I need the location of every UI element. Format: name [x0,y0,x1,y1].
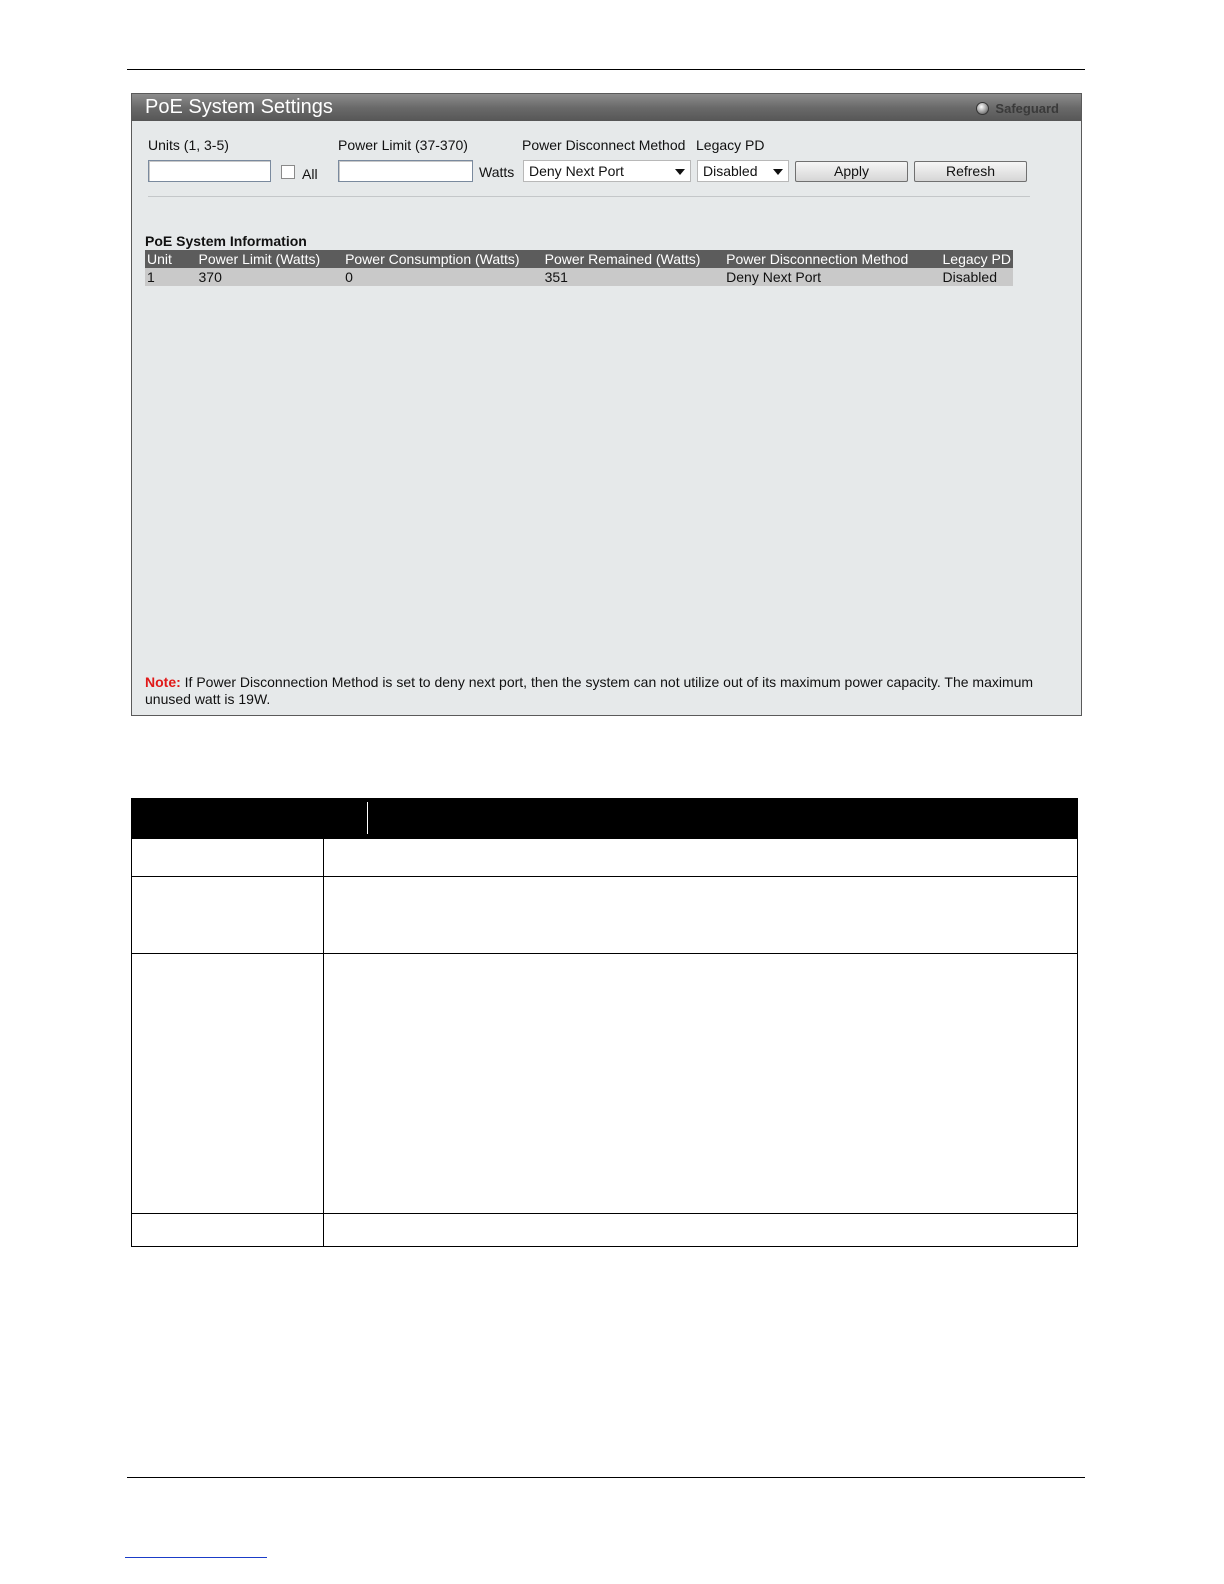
refresh-button[interactable]: Refresh [914,161,1027,182]
column-header-unit: Unit [145,250,197,268]
chevron-down-icon [773,169,783,175]
note-body: If Power Disconnection Method is set to deny next port, then the system can not utilize out of its maximum power capacity. The maximum unused watt is 19W. [145,674,1034,707]
legacy-pd-select[interactable] [697,160,789,182]
window-titlebar [132,94,1081,121]
window-title: PoE System Settings [145,96,333,118]
table-row [145,268,1013,286]
note-label: Note: [145,674,181,690]
cell-power-limit: 370 [197,268,344,286]
safeguard-indicator[interactable] [976,101,1059,116]
column-header-power-limit: Power Limit (Watts) [197,250,344,268]
all-units-checkbox[interactable] [281,165,295,179]
form-separator [148,196,1030,197]
page-header-rule [127,69,1085,70]
poe-info-table [145,250,1013,286]
cell-legacy-pd: Disabled [941,268,1013,286]
cell-power-remained: 351 [543,268,725,286]
header-divider [367,802,368,834]
safeguard-label: Safeguard [995,101,1059,116]
power-limit-input[interactable] [338,160,473,182]
safeguard-icon [976,102,989,115]
all-units-label: All [302,166,318,182]
poe-system-settings-window [131,93,1082,716]
table-row [132,1213,1077,1246]
column-header-legacy-pd: Legacy PD [942,251,1011,267]
disconnect-method-value: Deny Next Port [529,163,624,179]
cell-power-consumption: 0 [343,268,543,286]
footer-link-underline[interactable] [125,1557,267,1558]
table-row [132,953,1077,1213]
table-header-row [145,250,1013,268]
info-section-title: PoE System Information [145,233,307,249]
column-header-power-consumption: Power Consumption (Watts) [343,250,543,268]
disconnect-method-select[interactable] [523,160,691,182]
column-header-disconnection-method: Power Disconnection Method [724,250,940,268]
units-input[interactable] [148,160,271,182]
units-label: Units (1, 3-5) [148,137,229,153]
watts-unit-label: Watts [479,164,515,180]
note-text [145,674,1055,708]
table-row [132,876,1077,953]
parameter-description-table [131,798,1078,1247]
disconnect-method-label: Power Disconnect Method [522,137,686,153]
cell-unit: 1 [145,268,197,286]
description-table-header [132,799,1077,838]
table-row [132,838,1077,876]
legacy-pd-label: Legacy PD [696,137,765,153]
cell-disconnection-method: Deny Next Port [724,268,940,286]
page-footer-rule [127,1477,1085,1478]
legacy-pd-value: Disabled [703,163,758,179]
column-header-power-remained: Power Remained (Watts) [543,250,725,268]
chevron-down-icon [675,169,685,175]
power-limit-label: Power Limit (37-370) [338,137,468,153]
apply-button[interactable]: Apply [795,161,908,182]
